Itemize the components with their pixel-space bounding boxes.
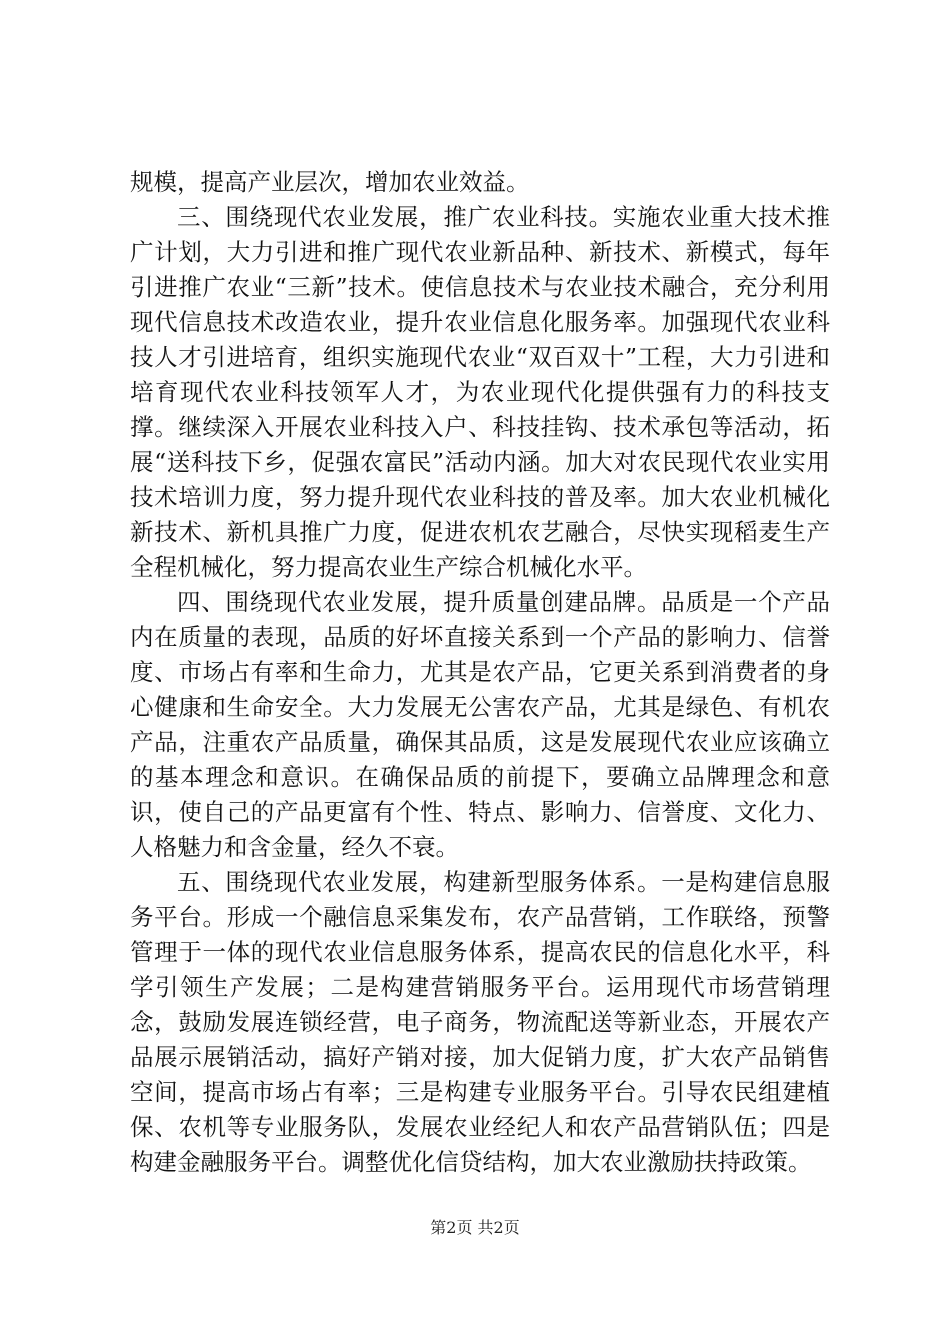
paragraph-continuation: 规模，提高产业层次，增加农业效益。 bbox=[130, 168, 530, 196]
page-number-label: 第2页 共2页 bbox=[430, 1218, 520, 1237]
paragraph-section-3: 三、围绕现代农业发展，推广农业科技。实施农业重大技术推广计划，大力引进和推广现代农业新品种、新技术、新模式，每年引进推广农业“三新”技术。使信息技术与农业技术融合，充分利用现代信息技术改造农业，提升农业信息化服务率。加强现代农业科技人才引进培育，组织实施现代农业“双百双十”工程，大力引进和培育现代农业科技领军人才，为农业现代化提供强有力的科技支撑。继续深入开展农业科技入户、科技挂钩、技术承包等活动，拓展“送科技下乡，促强农富民”活动内涵。加大对农民现代农业实用技术培训力度，努力提升现代农业科技的普及率。加大农业机械化新技术、新机具推广力度，促进农机农艺融合，尽快实现稻麦生产全程机械化，努力提高农业生产综合机械化水平。 bbox=[130, 203, 830, 581]
paragraph-section-5: 五、围绕现代农业发展，构建新型服务体系。一是构建信息服务平台。形成一个融信息采集发布，农产品营销，工作联络，预警管理于一体的现代农业信息服务体系，提高农民的信息化水平，科学引领生产发展；二是构建营销服务平台。运用现代市场营销理念，鼓励发展连锁经营，电子商务，物流配送等新业态，开展农产品展示展销活动，搞好产销对接，加大促销力度，扩大农产品销售空间，提高市场占有率；三是构建专业服务平台。引导农民组建植保、农机等专业服务队，发展农业经纪人和农产品营销队伍；四是构建金融服务平台。调整优化信贷结构，加大农业激励扶持政策。 bbox=[130, 868, 830, 1176]
page-footer bbox=[0, 1215, 950, 1238]
document-body bbox=[130, 165, 830, 1180]
paragraph-section-4: 四、围绕现代农业发展，提升质量创建品牌。品质是一个产品内在质量的表现，品质的好坏直接关系到一个产品的影响力、信誉度、市场占有率和生命力，尤其是农产品，它更关系到消费者的身心健康和生命安全。大力发展无公害农产品，尤其是绿色、有机农产品，注重农产品质量，确保其品质，这是发展现代农业应该确立的基本理念和意识。在确保品质的前提下，要确立品牌理念和意识，使自己的产品更富有个性、特点、影响力、信誉度、文化力、人格魅力和含金量，经久不衰。 bbox=[130, 588, 830, 861]
